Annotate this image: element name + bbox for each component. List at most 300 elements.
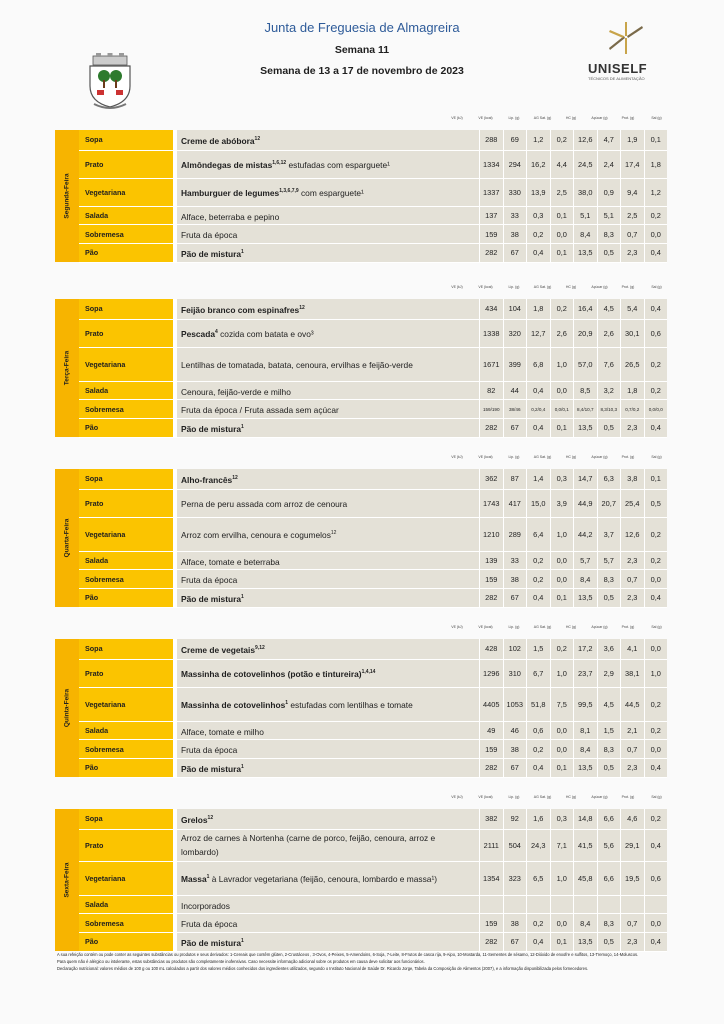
category-label: Vegetariana (79, 687, 173, 721)
menu-table (55, 469, 667, 608)
menu-row (55, 150, 667, 178)
day-label: Segunda-Feira (63, 173, 71, 219)
nutrient-header-label: AG Sat. (g) (533, 285, 552, 289)
nutrient-value: 4,7 (597, 130, 621, 150)
nutrient-value: 5,7 (597, 551, 621, 570)
menu-row (55, 225, 667, 244)
nutrient-value: 16,2 (527, 150, 551, 178)
nutrient-value: 104 (503, 299, 527, 319)
nutrient-value: 24,5 (574, 150, 598, 178)
nutrient-value: 6,6 (597, 809, 621, 829)
menu-row (55, 639, 667, 659)
day-label: Quinta-Feira (63, 689, 71, 728)
nutrient-header-label: Lip. (g) (508, 625, 520, 629)
nutrient-value: 17,4 (621, 150, 645, 178)
nutrient-header-label: Sal (g) (651, 116, 662, 120)
dish-name (177, 933, 480, 952)
nutrient-header-label: HC (g) (565, 455, 577, 459)
nutrient-value: 0,1 (550, 206, 574, 225)
nutrient-value: 0,3 (527, 206, 551, 225)
nutrient-value: 0,5 (597, 933, 621, 952)
nutrient-value: 29,1 (621, 829, 645, 861)
nutrient-value: 282 (480, 759, 504, 778)
allergen-codes: 1 (241, 424, 244, 431)
dish-main: Pão de mistura (181, 937, 242, 948)
nutrient-value: 2,3 (621, 589, 645, 608)
nutrient-value: 0,2 (527, 570, 551, 589)
nutrient-value: 1334 (480, 150, 504, 178)
nutrient-header-label: HC (g) (565, 795, 577, 799)
category-label: Sobremesa (79, 225, 173, 244)
nutrient-value: 7,1 (550, 829, 574, 861)
nutrient-value: 26,5 (621, 347, 645, 381)
nutrient-value: 67 (503, 933, 527, 952)
category-label: Pão (79, 759, 173, 778)
allergen-codes: 1 (241, 594, 244, 601)
nutrient-header-label: Sal (g) (651, 285, 662, 289)
category-label: Prato (79, 319, 173, 347)
menu-table (55, 130, 667, 263)
nutrient-header-label: Lip. (g) (508, 455, 520, 459)
nutrient-value: 2,3 (621, 551, 645, 570)
nutrient-header-label: Açúcar (g) (591, 795, 608, 799)
nutrient-value: 0,0 (644, 225, 667, 244)
menu-row (55, 178, 667, 206)
allergen-codes: 12 (330, 530, 337, 537)
nutrient-value: 20,7 (597, 489, 621, 517)
dish-name (177, 570, 480, 589)
dish-name (177, 130, 480, 150)
nutrient-header-label: VE (kJ) (451, 795, 463, 799)
nutrient-value: 0,0 (550, 551, 574, 570)
day-label: Quarta-Feira (63, 518, 71, 558)
nutrient-value: 67 (503, 244, 527, 263)
nutrient-value: 0,4 (527, 244, 551, 263)
menu-row (55, 299, 667, 319)
nutrient-value: 0,2 (644, 517, 667, 551)
nutrient-header-label: HC (g) (565, 625, 577, 629)
nutrient-value: 49 (480, 721, 504, 740)
nutrient-header-label: Açúcar (g) (591, 455, 608, 459)
nutrient-value: 1743 (480, 489, 504, 517)
nutrient-value: 1354 (480, 861, 504, 895)
category-label: Pão (79, 419, 173, 438)
nutrient-value: 0,7 (621, 740, 645, 759)
menu-row (55, 319, 667, 347)
dish-main: Hamburguer de legumes (181, 187, 280, 198)
nutrient-value: 0,2 (644, 721, 667, 740)
nutrient-value: 0,2 (527, 914, 551, 933)
nutrient-value: 434 (480, 299, 504, 319)
nutrient-value: 0,0/0,0 (644, 400, 667, 419)
nutrient-value: 13,5 (574, 589, 598, 608)
menu-row (55, 687, 667, 721)
nutrient-value: 0,5 (597, 589, 621, 608)
nutrient-value: 0,1 (550, 589, 574, 608)
nutrient-value (527, 895, 551, 914)
category-label: Pão (79, 933, 173, 952)
menu-row (55, 861, 667, 895)
nutrient-value: 67 (503, 589, 527, 608)
nutrient-header-label: Prot. (g) (621, 116, 635, 120)
dish-main: Cenoura, feijão-verde e milho (181, 386, 291, 397)
nutrient-value: 8,4 (574, 570, 598, 589)
nutrient-value: 0,7 (621, 914, 645, 933)
dish-main: Alface, beterraba e pepino (181, 211, 280, 222)
nutrient-header-label: VE (kJ) (451, 116, 463, 120)
nutrient-value: 0,0 (550, 721, 574, 740)
nutrient-value: 0,2 (644, 347, 667, 381)
dish-main: Pescada (181, 328, 215, 339)
nutrient-value: 362 (480, 469, 504, 489)
nutrient-value: 20,9 (574, 319, 598, 347)
nutrient-value: 4,5 (597, 299, 621, 319)
nutrient-value: 3,9 (550, 489, 574, 517)
category-label: Sopa (79, 639, 173, 659)
dish-detail: cozida com batata e ovo³ (217, 328, 314, 339)
menu-row (55, 759, 667, 778)
nutrient-value: 3,8 (621, 469, 645, 489)
nutrient-header-label: Prot. (g) (621, 625, 635, 629)
nutrient-value: 0,1 (550, 419, 574, 438)
allergen-codes: 12 (299, 304, 305, 311)
nutrient-value: 1296 (480, 659, 504, 687)
nutrient-value: 0,2 (550, 130, 574, 150)
nutrient-value: 1671 (480, 347, 504, 381)
allergen-codes: 9,12 (255, 644, 265, 651)
dish-main: Alface, tomate e milho (181, 726, 264, 737)
nutrient-value: 4405 (480, 687, 504, 721)
nutrient-value: 0,1 (550, 933, 574, 952)
nutrient-value: 1,9 (621, 130, 645, 150)
nutrient-value: 92 (503, 809, 527, 829)
category-label: Prato (79, 829, 173, 861)
nutrient-value: 0,7/0,2 (621, 400, 645, 419)
dish-detail: com esparguete¹ (298, 187, 364, 198)
nutrient-value: 12,6 (574, 130, 598, 150)
nutrient-value (550, 895, 574, 914)
nutrient-value: 67 (503, 759, 527, 778)
nutrient-header-label: Açúcar (g) (591, 625, 608, 629)
nutrient-header-label: AG Sat. (g) (533, 795, 552, 799)
dish-main: Pão de mistura (181, 763, 242, 774)
dish-name (177, 914, 480, 933)
dish-main: Perna de peru assada com arroz de cenoura (181, 498, 348, 509)
dish-main: Fruta da época (181, 230, 238, 241)
nutrient-value: 0,7 (621, 570, 645, 589)
nutrient-header-label: AG Sat. (g) (533, 625, 552, 629)
menu-row (55, 419, 667, 438)
nutrient-value: 5,6 (597, 829, 621, 861)
dish-main: Creme de abóbora (181, 135, 255, 146)
nutrient-value: 3,7 (597, 517, 621, 551)
nutrient-value: 0,3 (550, 469, 574, 489)
nutrient-header-label: VE (kcal) (478, 116, 493, 120)
nutrient-value: 19,5 (621, 861, 645, 895)
dish-name (177, 517, 480, 551)
nutrient-value: 38,1 (621, 659, 645, 687)
nutrient-value: 38 (503, 914, 527, 933)
nutrient-value: 0,4 (644, 299, 667, 319)
nutrient-value: 2,5 (621, 206, 645, 225)
nutrient-value: 159 (480, 570, 504, 589)
nutrient-value: 0,1 (550, 759, 574, 778)
nutrient-value: 4,1 (621, 639, 645, 659)
nutrient-value: 44 (503, 381, 527, 400)
dish-name (177, 178, 480, 206)
nutrient-value: 3,2 (597, 381, 621, 400)
day-label-cell (55, 299, 79, 437)
nutrient-value: 12,6 (621, 517, 645, 551)
nutrient-value: 6,8 (527, 347, 551, 381)
nutrient-value: 0,6 (644, 319, 667, 347)
nutrient-value: 137 (480, 206, 504, 225)
nutrient-value: 289 (503, 517, 527, 551)
nutrient-value: 8,5 (574, 381, 598, 400)
week-title: Semana 11 (334, 44, 390, 56)
nutrient-header-label: Lip. (g) (508, 285, 520, 289)
nutrient-value: 159 (480, 225, 504, 244)
nutrient-value: 8,3 (597, 225, 621, 244)
nutrient-value: 1,6 (527, 809, 551, 829)
nutrient-value (503, 895, 527, 914)
dish-main: Alho-francês (181, 474, 233, 485)
day-label-cell (55, 639, 79, 777)
nutrient-value: 282 (480, 244, 504, 263)
allergen-codes: 12 (232, 474, 238, 481)
dish-name (177, 809, 480, 829)
nutrient-value: 2,9 (597, 659, 621, 687)
dish-main: Fruta da época (181, 575, 238, 586)
menu-row (55, 740, 667, 759)
dish-main: Grelos (181, 814, 208, 825)
parish-crest-icon (80, 52, 140, 110)
nutrient-value: 8,3 (597, 914, 621, 933)
nutrient-value: 15,0 (527, 489, 551, 517)
nutrient-value: 0,4 (644, 419, 667, 438)
nutrient-value: 38/46 (503, 400, 527, 419)
nutrient-value: 0,0 (550, 914, 574, 933)
logo-tagline: TÉCNICOS DE ALIMENTAÇÃO (588, 76, 645, 81)
dish-name (177, 319, 480, 347)
dish-name (177, 400, 480, 419)
dish-name (177, 469, 480, 489)
nutrient-header-label: VE (kcal) (478, 625, 493, 629)
nutrient-value: 0,2 (527, 740, 551, 759)
nutrient-value: 0,6 (527, 721, 551, 740)
nutrient-value: 24,3 (527, 829, 551, 861)
nutrient-value: 45,8 (574, 861, 598, 895)
dish-name (177, 551, 480, 570)
nutrient-value: 282 (480, 589, 504, 608)
nutrient-value: 13,5 (574, 759, 598, 778)
nutrient-value: 0,1 (644, 469, 667, 489)
menu-table (55, 809, 667, 952)
nutrient-value: 17,2 (574, 639, 598, 659)
menu-row (55, 933, 667, 952)
dish-name (177, 419, 480, 438)
nutrient-value: 1,4 (527, 469, 551, 489)
dish-name (177, 347, 480, 381)
nutrient-value: 6,6 (597, 861, 621, 895)
dish-main: Arroz de carnes à Nortenha (carne de porco, feijão, cenoura, arroz e lombardo) (181, 833, 436, 857)
nutrient-value: 38 (503, 570, 527, 589)
menu-row (55, 489, 667, 517)
category-label: Pão (79, 589, 173, 608)
dish-name (177, 721, 480, 740)
category-label: Salada (79, 381, 173, 400)
nutrient-value: 6,3 (597, 469, 621, 489)
dish-name (177, 206, 480, 225)
menu-row (55, 659, 667, 687)
nutrient-value: 0,6 (644, 861, 667, 895)
dish-name (177, 861, 480, 895)
nutrient-value: 57,0 (574, 347, 598, 381)
nutrient-value: 2,4 (597, 150, 621, 178)
nutrient-value: 2,1 (621, 721, 645, 740)
allergen-codes: 1 (285, 700, 289, 707)
dish-name (177, 895, 480, 914)
allergen-note: A sua refeição contém ou pode conter as seguintes substâncias ou produtos e seus derivados: 1-Cereais que contêm glúten, 2-Crustáceos , 3-Ovos, 4-Peixes, 5-Amendoins, 6-Soja, 7-Leite, 8-Frutos de casca rija, 9-Aipo, 10-Mostarda, 11-Sementes de sésamo, 12-Dióxido de enxofre e sulfitos, 13-Tremoço, 14-Moluscos. (57, 952, 639, 957)
nutrient-value: 417 (503, 489, 527, 517)
category-label: Sobremesa (79, 570, 173, 589)
menu-row (55, 400, 667, 419)
nutrient-value: 0,2/0,4 (527, 400, 551, 419)
dish-main: Fruta da época / Fruta assada sem açúcar (181, 405, 339, 416)
nutrient-value: 69 (503, 130, 527, 150)
nutrient-value: 288 (480, 130, 504, 150)
nutrient-value: 1,0 (550, 659, 574, 687)
nutrient-value: 38,0 (574, 178, 598, 206)
nutrient-value: 0,5 (597, 759, 621, 778)
dish-main: Feijão branco com espinafres (181, 304, 300, 315)
dish-name (177, 299, 480, 319)
nutrient-value: 5,4 (621, 299, 645, 319)
nutrient-value: 0,0 (550, 740, 574, 759)
nutrient-value: 0,7 (621, 225, 645, 244)
category-label: Sopa (79, 809, 173, 829)
nutrient-value: 0,4 (527, 419, 551, 438)
nutrient-value (597, 895, 621, 914)
allergen-codes: 1,6,12 (272, 160, 287, 167)
nutrient-value: 16,4 (574, 299, 598, 319)
nutrient-value: 0,0 (644, 914, 667, 933)
nutrient-value: 159/190 (480, 400, 504, 419)
nutrient-value: 139 (480, 551, 504, 570)
nutrient-value: 2111 (480, 829, 504, 861)
nutrient-header-label: VE (kJ) (451, 625, 463, 629)
dish-main: Pão de mistura (181, 248, 242, 259)
nutrient-value: 8,4 (574, 225, 598, 244)
nutrient-value: 0,4 (527, 759, 551, 778)
dish-name (177, 589, 480, 608)
nutrient-value: 8,1 (574, 721, 598, 740)
dish-name (177, 687, 480, 721)
menu-row (55, 829, 667, 861)
nutrient-value: 23,7 (574, 659, 598, 687)
nutrient-value: 7,6 (597, 347, 621, 381)
nutrient-value: 282 (480, 933, 504, 952)
nutrient-value: 0,4 (644, 759, 667, 778)
category-label: Vegetariana (79, 861, 173, 895)
nutrient-value: 51,8 (527, 687, 551, 721)
nutrient-value: 8,4/10,7 (574, 400, 598, 419)
category-label: Sobremesa (79, 914, 173, 933)
nutrient-header-label: Lip. (g) (508, 795, 520, 799)
menu-row (55, 895, 667, 914)
allergen-codes: 1 (241, 249, 244, 256)
nutrient-value: 99,5 (574, 687, 598, 721)
nutrient-value: 0,4 (644, 829, 667, 861)
dish-name (177, 740, 480, 759)
nutrient-value: 5,7 (574, 551, 598, 570)
allergen-codes: 1 (241, 764, 244, 771)
category-label: Vegetariana (79, 347, 173, 381)
dish-detail: estufadas com esparguete¹ (286, 159, 390, 170)
nutrient-value: 0,4 (527, 589, 551, 608)
nutrient-value: 14,7 (574, 469, 598, 489)
dish-main: Massa (181, 873, 207, 884)
nutrient-value: 0,1 (550, 244, 574, 263)
nutrient-value: 0,2 (550, 639, 574, 659)
category-label: Sobremesa (79, 400, 173, 419)
nutrient-value: 0,2 (550, 299, 574, 319)
nutrient-value: 33 (503, 206, 527, 225)
menu-row (55, 469, 667, 489)
nutrient-value: 0,2 (644, 206, 667, 225)
category-label: Salada (79, 206, 173, 225)
nutrient-value: 2,3 (621, 244, 645, 263)
nutrient-header-label: VE (kJ) (451, 455, 463, 459)
menu-row (55, 130, 667, 150)
nutrient-header-label: Açúcar (g) (591, 285, 608, 289)
nutrient-value (621, 895, 645, 914)
nutrient-value: 8,4 (574, 914, 598, 933)
nutrition-note: Declaração nutricional: valores médios de 100 g ou 100 mL calculados a partir dos valores médios conhecidos dos ingredientes utilizados, segundo o Instituto Nacional de Saúde Dr. Ricardo Jorge, Tabela da Composição de Alimentos (2007), e a informação disponibilizada pelos fornecedores. (57, 966, 589, 972)
nutrient-header-label: AG Sat. (g) (533, 116, 552, 120)
nutrient-value: 1,0 (644, 659, 667, 687)
nutrient-value: 67 (503, 419, 527, 438)
nutrient-header-label: Lip. (g) (508, 116, 520, 120)
nutrient-header-label: HC (g) (565, 116, 577, 120)
nutrient-value: 13,9 (527, 178, 551, 206)
nutrient-value: 2,5 (550, 178, 574, 206)
dish-main: Lentilhas de tomatada, batata, cenoura, ervilhas e feijão-verde (181, 359, 413, 370)
nutrient-value: 382 (480, 809, 504, 829)
nutrient-value: 2,3 (621, 759, 645, 778)
nutrient-value: 282 (480, 419, 504, 438)
nutrient-value: 2,6 (550, 319, 574, 347)
nutrient-value: 0,5 (644, 489, 667, 517)
allergen-codes: 1,4,14 (361, 669, 376, 676)
nutrient-value: 44,5 (621, 687, 645, 721)
nutrient-value: 0,0 (550, 381, 574, 400)
menu-row (55, 589, 667, 608)
uniself-logo-icon (606, 22, 646, 54)
nutrient-header-label: Sal (g) (651, 625, 662, 629)
nutrient-value: 0,1 (644, 130, 667, 150)
nutrient-value: 41,5 (574, 829, 598, 861)
allergen-codes: 12 (254, 135, 261, 142)
menu-row (55, 570, 667, 589)
dish-name (177, 225, 480, 244)
nutrient-value: 1053 (503, 687, 527, 721)
nutrient-value: 44,9 (574, 489, 598, 517)
nutrient-header-label: VE (kcal) (478, 285, 493, 289)
nutrient-value: 1,5 (597, 721, 621, 740)
dish-detail: à Lavrador vegetariana (feijão, cenoura, lombardo e massa¹) (209, 873, 438, 884)
dish-main: Almôndegas de mistas (181, 159, 273, 170)
